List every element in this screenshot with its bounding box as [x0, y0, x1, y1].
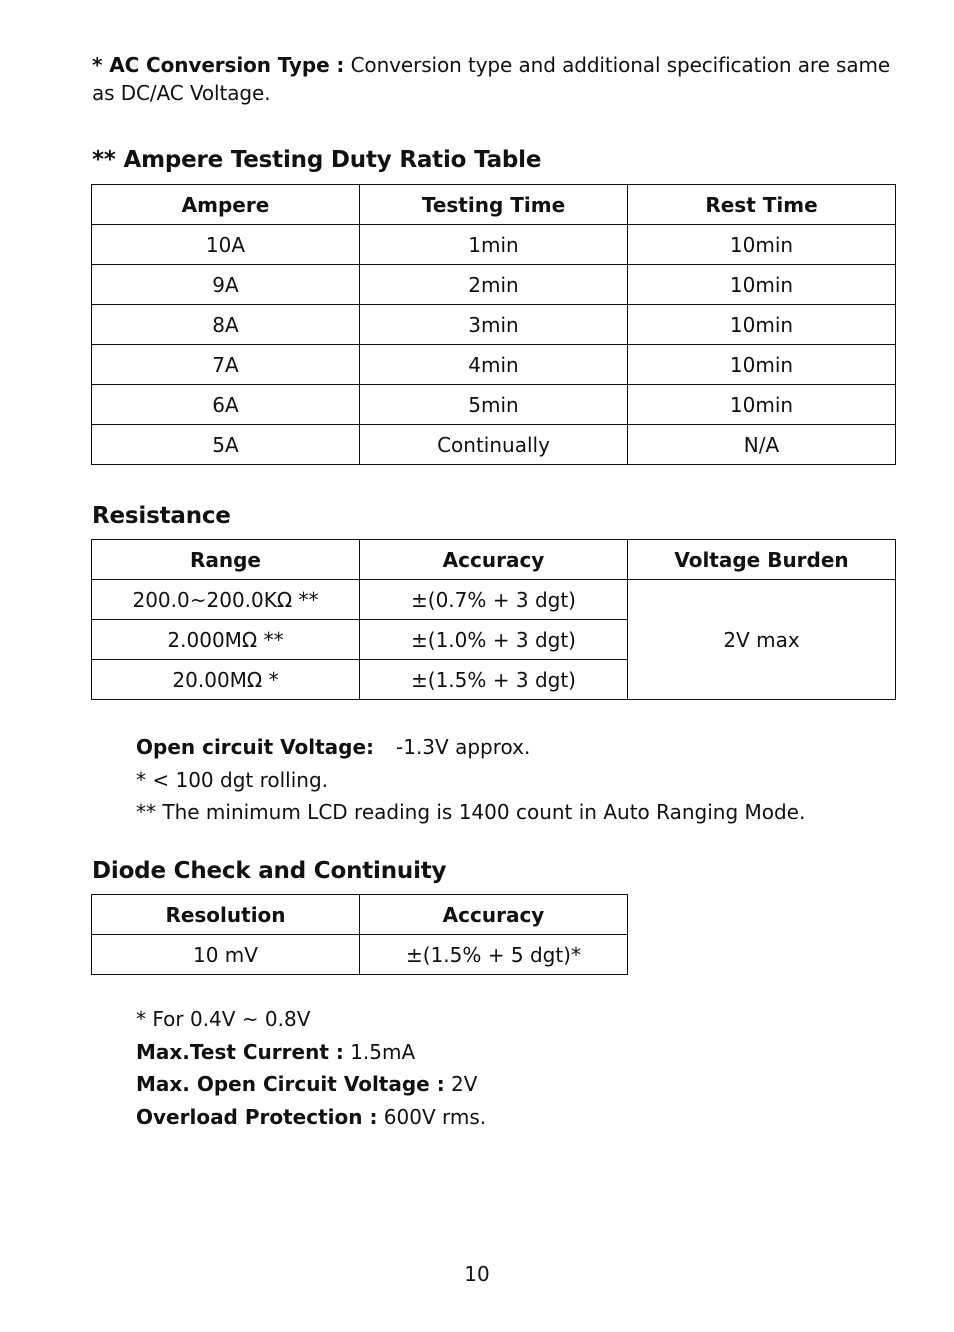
- page-number: 10: [464, 1262, 490, 1286]
- column-header: Rest Time: [628, 185, 896, 225]
- footnote-lcd-reading: ** The minimum LCD reading is 1400 count in Auto Ranging Mode.: [136, 800, 806, 824]
- column-header: Testing Time: [360, 185, 628, 225]
- table-cell: N/A: [628, 425, 896, 465]
- table-row: [92, 425, 896, 465]
- table-cell: 10min: [628, 225, 896, 265]
- table-cell: 10min: [628, 345, 896, 385]
- ac-conversion-text: Conversion type and additional specification are same as DC/AC Voltage.: [92, 53, 891, 105]
- diode-title: Diode Check and Continuity: [92, 858, 447, 884]
- table-cell: 10min: [628, 385, 896, 425]
- column-header: Accuracy: [360, 895, 628, 935]
- resistance-notes: [136, 731, 805, 829]
- max-test-current-value: 1.5mA: [343, 1039, 416, 1064]
- open-circuit-voltage-label: Open circuit Voltage:: [136, 735, 375, 759]
- table-cell: 20.00MΩ *: [92, 660, 360, 700]
- table-cell: Continually: [360, 425, 628, 465]
- column-header: Range: [92, 540, 360, 580]
- table-row: [92, 225, 896, 265]
- table-row: [92, 265, 896, 305]
- table-cell: 8A: [92, 305, 360, 345]
- table-cell: 1min: [360, 225, 628, 265]
- table-cell: ±(0.7% + 3 dgt): [360, 580, 628, 620]
- table-cell: 5min: [360, 385, 628, 425]
- ampere-duty-table: [91, 184, 896, 465]
- footnote-voltage-range: * For 0.4V ~ 0.8V: [136, 1007, 311, 1031]
- table-cell: ±(1.5% + 3 dgt): [360, 660, 628, 700]
- table-cell: 3min: [360, 305, 628, 345]
- table-header-row: [92, 540, 896, 580]
- table-row: [92, 345, 896, 385]
- table-cell: 10min: [628, 265, 896, 305]
- column-header: Resolution: [92, 895, 360, 935]
- diode-notes: [136, 1003, 486, 1133]
- max-open-voltage-label: Max. Open Circuit Voltage :: [136, 1072, 445, 1096]
- table-row: [92, 580, 896, 620]
- table-cell: ±(1.0% + 3 dgt): [360, 620, 628, 660]
- max-test-current-label: Max.Test Current :: [136, 1039, 344, 1064]
- max-test-current-line: [136, 1036, 486, 1069]
- table-cell: 2min: [360, 265, 628, 305]
- overload-protection-value: 600V rms.: [377, 1104, 487, 1129]
- max-open-voltage-line: [136, 1068, 486, 1101]
- table-cell: 4min: [360, 345, 628, 385]
- table-cell: 2.000MΩ **: [92, 620, 360, 660]
- footnote-rolling: * < 100 dgt rolling.: [136, 767, 329, 792]
- resistance-title: Resistance: [92, 503, 231, 529]
- ac-conversion-label: * AC Conversion Type :: [92, 53, 345, 77]
- table-row: [92, 385, 896, 425]
- column-header: Voltage Burden: [628, 540, 896, 580]
- overload-protection-line: [136, 1101, 486, 1134]
- table-cell: ±(1.5% + 5 dgt)*: [360, 935, 628, 975]
- ampere-table-title: ** Ampere Testing Duty Ratio Table: [92, 147, 542, 173]
- table-header-row: [92, 185, 896, 225]
- table-cell: 5A: [92, 425, 360, 465]
- table-cell: 10A: [92, 225, 360, 265]
- table-row: [92, 305, 896, 345]
- table-cell: 200.0~200.0KΩ **: [92, 580, 360, 620]
- table-header-row: [92, 895, 628, 935]
- table-cell: 10 mV: [92, 935, 360, 975]
- ac-conversion-note: [92, 51, 892, 107]
- diode-table: [91, 894, 628, 975]
- table-cell: 7A: [92, 345, 360, 385]
- overload-protection-label: Overload Protection :: [136, 1104, 378, 1129]
- column-header: Ampere: [92, 185, 360, 225]
- table-row: [92, 935, 628, 975]
- table-cell: 10min: [628, 305, 896, 345]
- table-cell: 6A: [92, 385, 360, 425]
- max-open-voltage-value: 2V: [444, 1072, 478, 1096]
- open-circuit-voltage-line: [136, 731, 805, 764]
- voltage-burden-cell: 2V max: [628, 580, 896, 700]
- open-circuit-voltage-value: -1.3V approx.: [396, 735, 531, 759]
- table-cell: 9A: [92, 265, 360, 305]
- column-header: Accuracy: [360, 540, 628, 580]
- resistance-table: [91, 539, 896, 700]
